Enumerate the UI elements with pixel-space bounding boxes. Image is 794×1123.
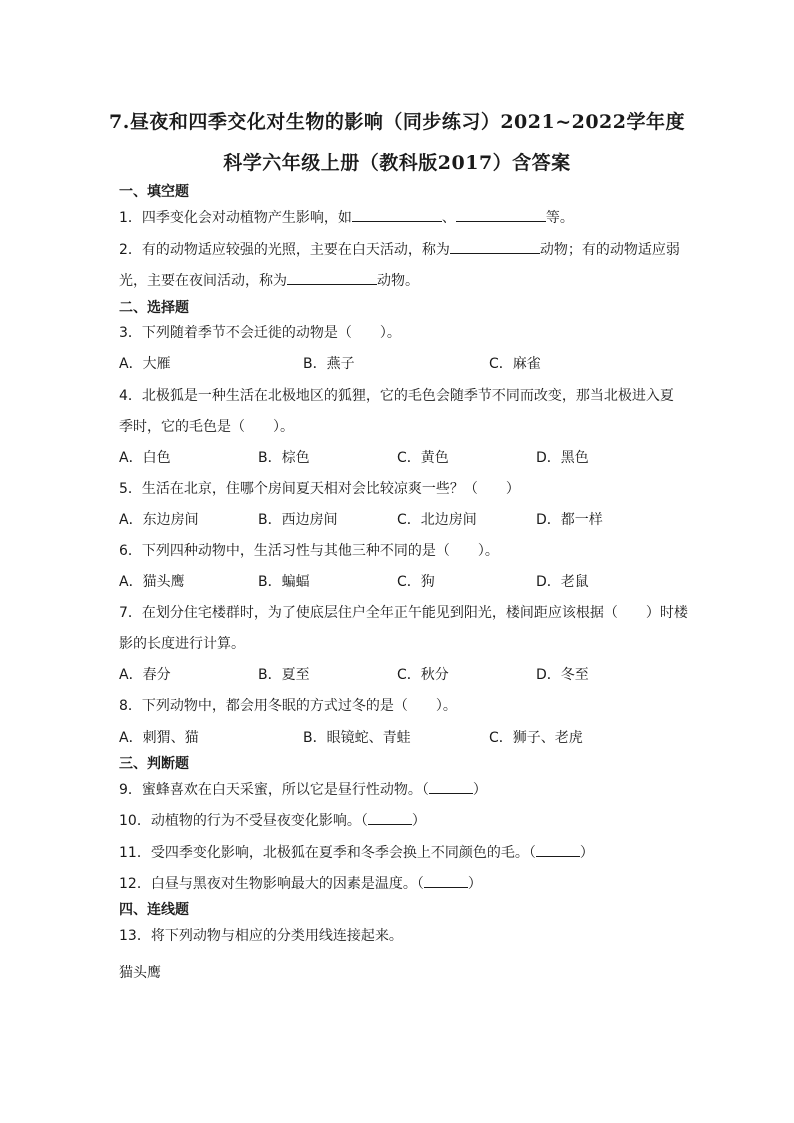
q6-option-d[interactable]: D．老鼠 [536,574,589,590]
question-4-line-1: 4．北极狐是一种生活在北极地区的狐狸，它的毛色会随季节不同而改变，那当北极进入夏 [119,388,674,404]
question-6: 6．下列四种动物中，生活习性与其他三种不同的是（ ）。 [119,543,499,559]
q6-option-c[interactable]: C．狗 [397,574,435,590]
q6-option-a[interactable]: A．猫头鹰 [119,574,185,590]
answer-blank[interactable] [456,208,546,222]
answer-blank[interactable] [287,271,377,285]
page-title-line-2: 科学六年级上册（教科版2017）含答案 [223,152,571,174]
question-11: 11．受四季变化影响，北极狐在夏季和冬季会换上不同颜色的毛。（ ） [119,845,594,861]
question-9: 9．蜜蜂喜欢在白天采蜜，所以它是昼行性动物。（ ） [119,782,487,798]
section-judge: 三、判断题 [119,756,189,772]
q7-option-a[interactable]: A．春分 [119,667,171,683]
q7-option-d[interactable]: D．冬至 [536,667,589,683]
question-8: 8．下列动物中，都会用冬眠的方式过冬的是（ ）。 [119,698,457,714]
q3-option-c[interactable]: C．麻雀 [489,356,541,372]
answer-blank[interactable] [450,240,540,254]
section-fill-in: 一、填空题 [119,184,189,200]
question-10: 10．动植物的行为不受昼夜变化影响。（ ） [119,813,426,829]
question-3: 3．下列随着季节不会迁徙的动物是（ ）。 [119,325,401,341]
q5-option-d[interactable]: D．都一样 [536,512,603,528]
q5-option-a[interactable]: A．东边房间 [119,512,199,528]
match-item-owl[interactable]: 猫头鹰 [119,965,161,981]
q3-option-b[interactable]: B．燕子 [303,356,355,372]
q3-option-a[interactable]: A．大雁 [119,356,171,372]
question-7-line-2: 影的长度进行计算。 [119,636,245,652]
q4-option-b[interactable]: B．棕色 [258,450,310,466]
q5-option-c[interactable]: C．北边房间 [397,512,477,528]
q4-option-d[interactable]: D．黑色 [536,450,589,466]
question-1: 1．四季变化会对动植物产生影响，如 、 等。 [119,210,574,226]
page-title-line-1: 7.昼夜和四季交化对生物的影响（同步练习）2021~2022学年度 [108,111,686,133]
q4-option-c[interactable]: C．黄色 [397,450,449,466]
answer-blank[interactable] [368,811,412,825]
answer-blank[interactable] [429,780,473,794]
question-7-line-1: 7．在划分住宅楼群时，为了使底层住户全年正午能见到阳光，楼间距应该根据（ ）时楼 [119,605,688,621]
question-12: 12．白昼与黑夜对生物影响最大的因素是温度。（ ） [119,876,482,892]
answer-blank[interactable] [424,874,468,888]
q5-option-b[interactable]: B．西边房间 [258,512,338,528]
question-2-line-1: 2．有的动物适应较强的光照，主要在白天活动，称为 动物；有的动物适应弱 [119,242,680,258]
question-5: 5．生活在北京，住哪个房间夏天相对会比较凉爽一些？（ ） [119,481,520,497]
answer-blank[interactable] [536,843,580,857]
q7-option-b[interactable]: B．夏至 [258,667,310,683]
q4-option-a[interactable]: A．白色 [119,450,171,466]
section-choice: 二、选择题 [119,300,189,316]
question-2-line-2: 光，主要在夜间活动，称为 动物。 [119,273,419,289]
question-13: 13．将下列动物与相应的分类用线连接起来。 [119,928,403,944]
q7-option-c[interactable]: C．秋分 [397,667,449,683]
q6-option-b[interactable]: B．蝙蝠 [258,574,310,590]
question-4-line-2: 季时，它的毛色是（ ）。 [119,419,294,435]
section-match: 四、连线题 [119,902,189,918]
q8-option-a[interactable]: A．刺猬、猫 [119,730,199,746]
q8-option-c[interactable]: C．狮子、老虎 [489,730,583,746]
answer-blank[interactable] [352,208,442,222]
q8-option-b[interactable]: B．眼镜蛇、青蛙 [303,730,411,746]
